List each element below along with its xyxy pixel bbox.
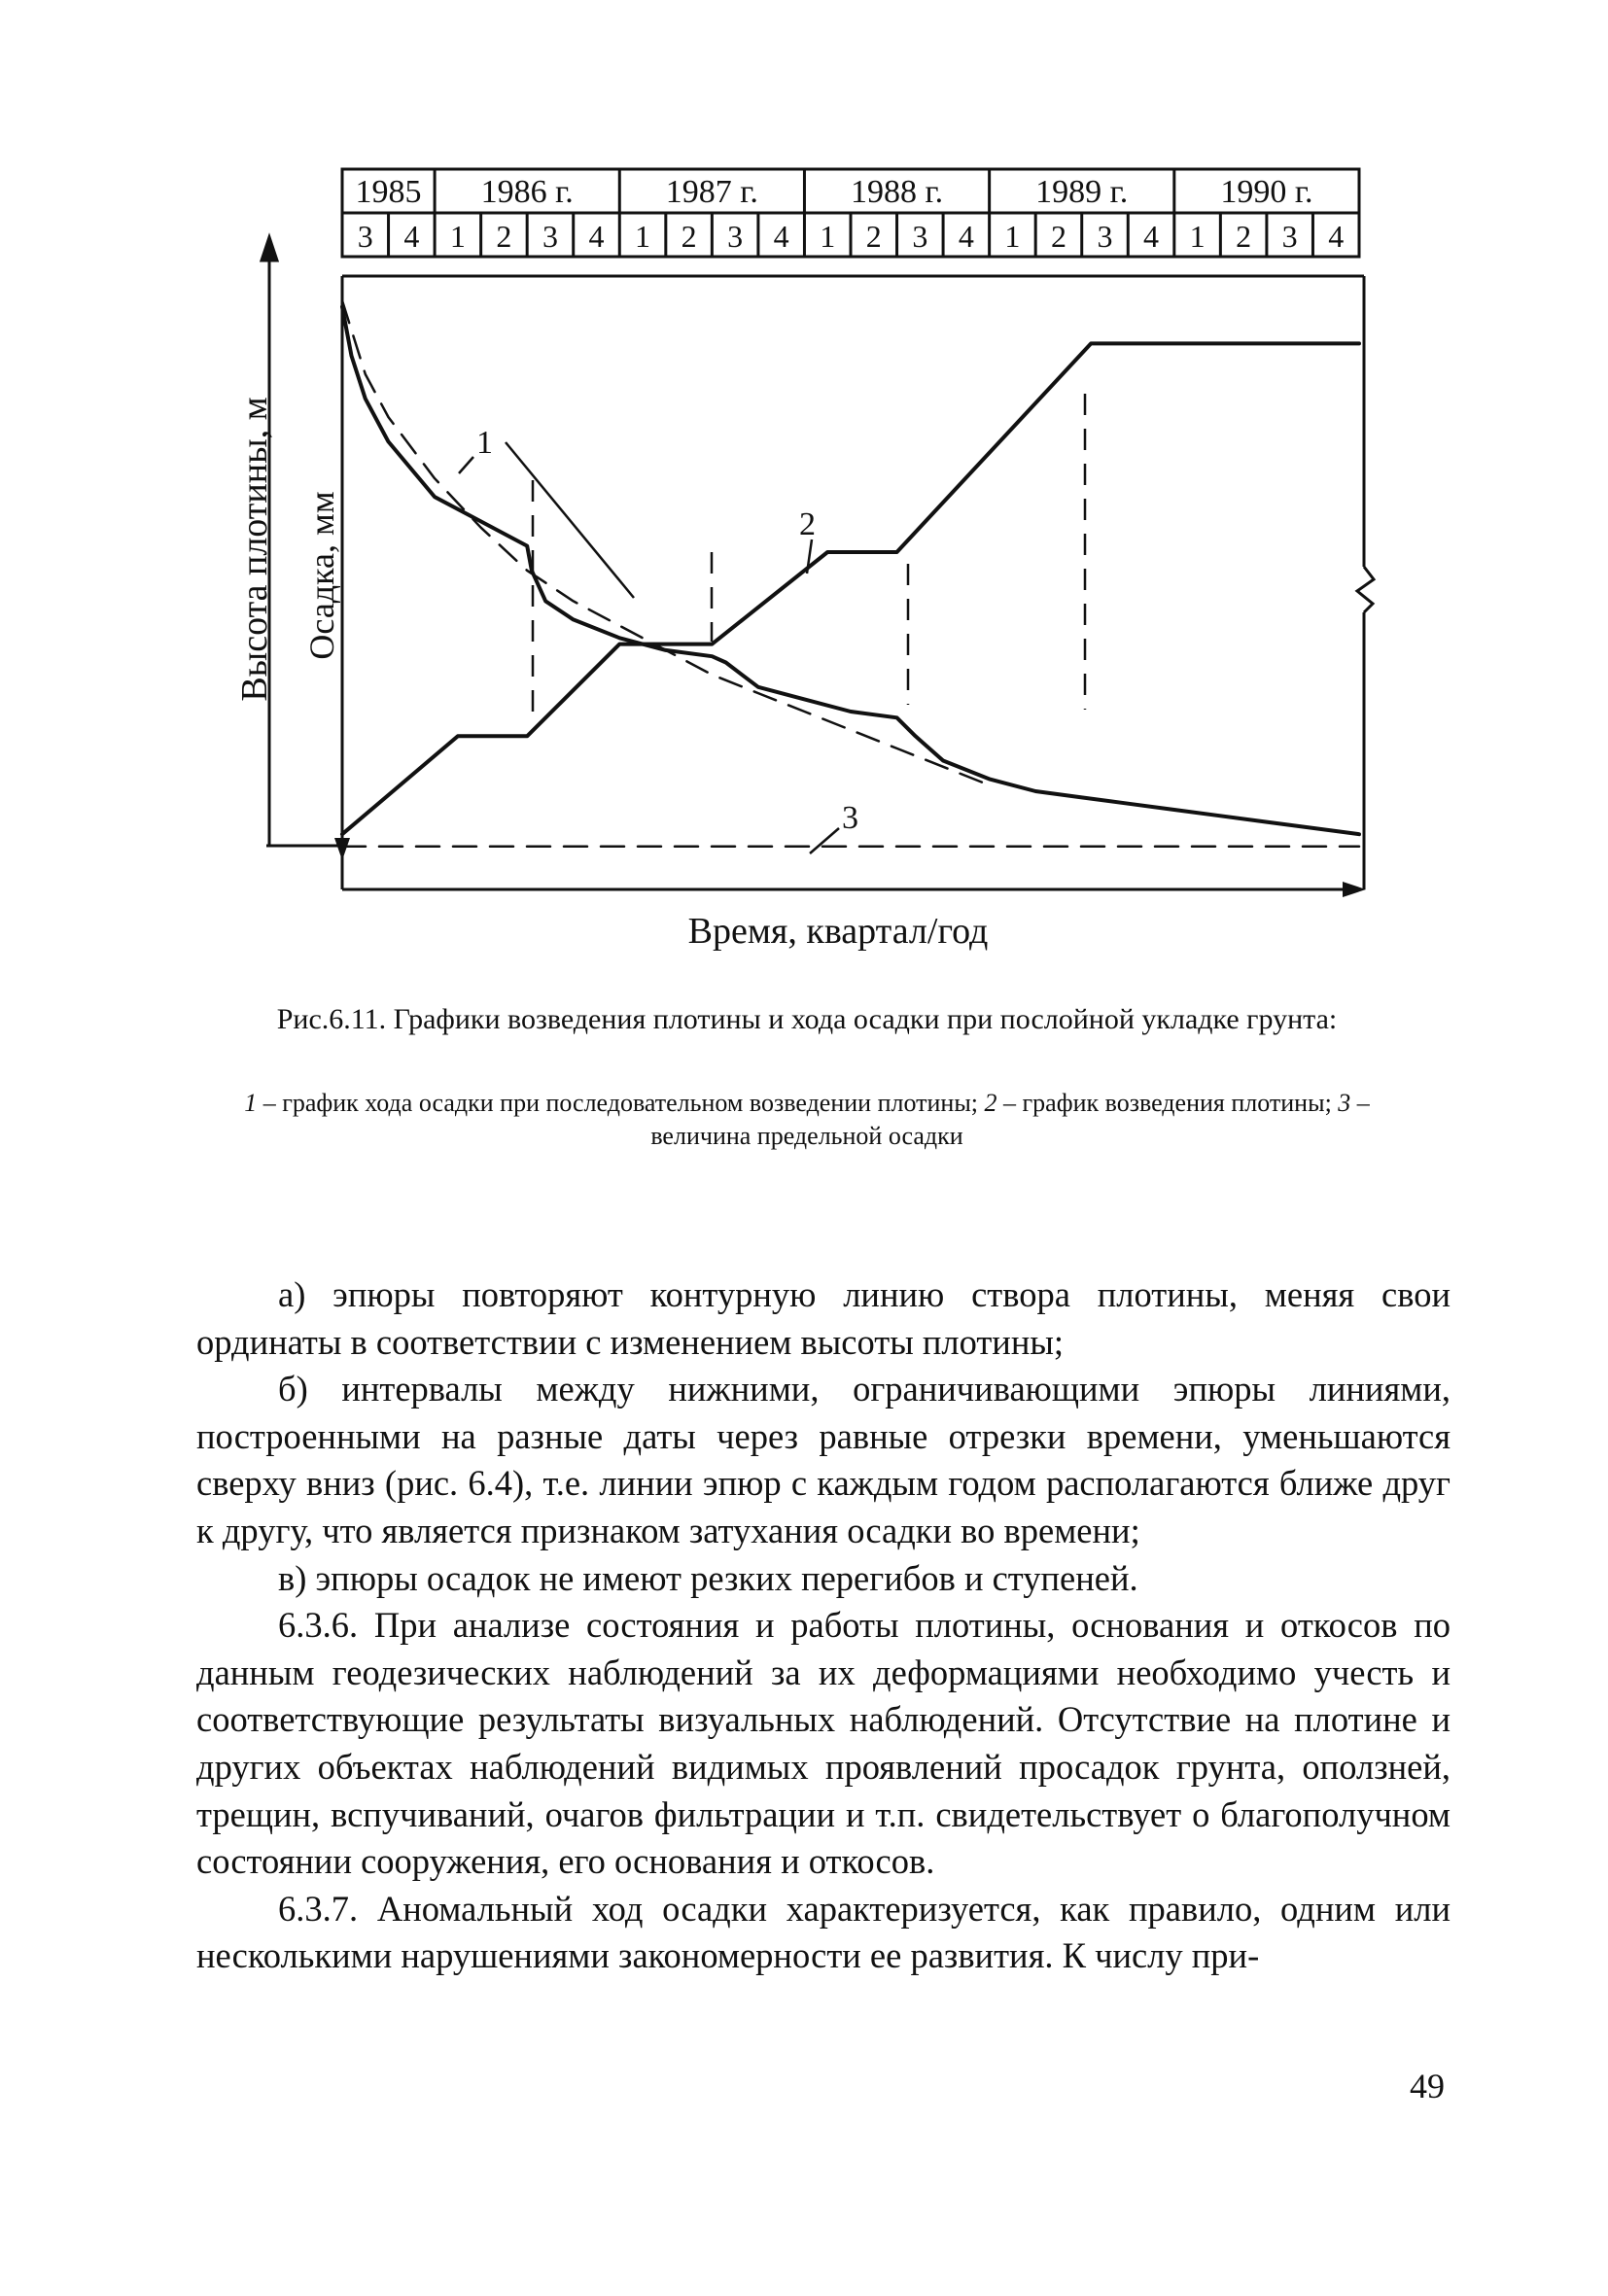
plot-frame: [342, 276, 1374, 889]
legend-text-3: – величина предельной осадки: [650, 1089, 1370, 1150]
year-label: 1989 г.: [1035, 174, 1129, 210]
figure-caption-legend: [214, 1087, 1400, 1153]
quarter-label: 4: [773, 219, 789, 254]
body-text: [196, 1271, 1451, 1980]
quarter-label: 2: [1050, 219, 1066, 254]
legend-text-1: – график хода осадки при последовательном возведении плотины;: [257, 1089, 985, 1117]
quarter-label: 1: [449, 219, 466, 254]
x-axis-label: Время, квартал/год: [687, 911, 989, 952]
paragraph-6-3-7: 6.3.7. Аномальный ход осадки характеризуется, как правило, одним или несколькими нарушениями закономерности ее развития. К числу при-: [196, 1888, 1451, 1976]
legend-num-2: 2: [984, 1089, 997, 1117]
paragraph-c: в) эпюры осадок не имеют резких перегибов и ступеней.: [278, 1557, 1138, 1598]
quarter-label: 4: [958, 219, 974, 254]
figure-caption-title: Рис.6.11. Графики возведения плотины и хода осадки при послойной укладке грунта:: [276, 1003, 1338, 1035]
quarter-label: 2: [496, 219, 512, 254]
quarter-label: 2: [865, 219, 882, 254]
y-outer-axis-label: Высота плотины, м: [234, 397, 275, 702]
quarter-cells: [358, 213, 1344, 257]
legend-num-3: 3: [1338, 1089, 1351, 1117]
svg-text:3: 3: [842, 800, 858, 836]
year-label: 1988 г.: [850, 174, 944, 210]
quarter-label: 4: [1143, 219, 1160, 254]
year-label: 1986 г.: [480, 174, 574, 210]
quarter-label: 3: [1097, 219, 1113, 254]
settlement-axis-arrow: [334, 838, 350, 860]
legend-text-2: – график возведения плотины;: [996, 1089, 1339, 1117]
quarter-label: 4: [588, 219, 605, 254]
year-label: 1990 г.: [1220, 174, 1313, 210]
paragraph-a: а) эпюры повторяют контурную линию створа плотины, меняя свои ординаты в соответствии с изменением высоты плотины;: [196, 1274, 1451, 1362]
quarter-label: 3: [912, 219, 928, 254]
series-2-line: [342, 343, 1359, 834]
quarter-label: 3: [1281, 219, 1298, 254]
settlement-figure: [0, 0, 1608, 972]
series-asymptote-line: [342, 300, 990, 785]
quarter-label: 3: [542, 219, 558, 254]
year-label: 1985: [355, 174, 422, 210]
legend-num-1: 1: [244, 1089, 258, 1117]
series-layer: [342, 300, 1359, 847]
tangent-line: [506, 442, 634, 598]
quarter-label: 3: [357, 219, 373, 254]
x-axis-arrow: [1343, 882, 1366, 897]
quarter-label: 2: [681, 219, 697, 254]
curve-label-1: [459, 425, 493, 473]
quarter-label: 1: [820, 219, 836, 254]
svg-text:2: 2: [799, 506, 816, 542]
y-inner-axis-label: Осадка, мм: [302, 491, 341, 660]
quarter-label: 1: [635, 219, 651, 254]
paragraph-6-3-6: 6.3.6. При анализе состояния и работы плотины, основания и откосов по данным геодезических наблюдений за их деформациями необходимо учесть и соответствующие результаты визуальных наблюдений. Отсутствие на плотине и других объектах наблюдений видимых проявлений просадок грунта, оползней, трещин, вспучиваний, очагов фильтрации и т.п. свидетельствует о благополучном состоянии сооружения, его основания и откосов.: [196, 1605, 1451, 1882]
quarter-label: 4: [403, 219, 420, 254]
paragraph-b: б) интервалы между нижними, ограничивающими эпюры линиями, построенными на разные даты через равные отрезки времени, уменьшаются сверху вниз (рис. 6.4), т.е. линии эпюр с каждым годом располагаются ближе друг к другу, что является признаком затухания осадки во времени;: [196, 1369, 1451, 1550]
page-number: 49: [1410, 2067, 1445, 2105]
quarter-label: 4: [1328, 219, 1345, 254]
series-1-line: [342, 307, 1359, 835]
svg-text:1: 1: [476, 425, 493, 461]
quarter-label: 1: [1004, 219, 1021, 254]
year-cells: [356, 169, 1313, 213]
quarter-label: 3: [727, 219, 744, 254]
year-label: 1987 г.: [665, 174, 758, 210]
quarter-label: 1: [1189, 219, 1206, 254]
quarter-label: 2: [1236, 219, 1252, 254]
